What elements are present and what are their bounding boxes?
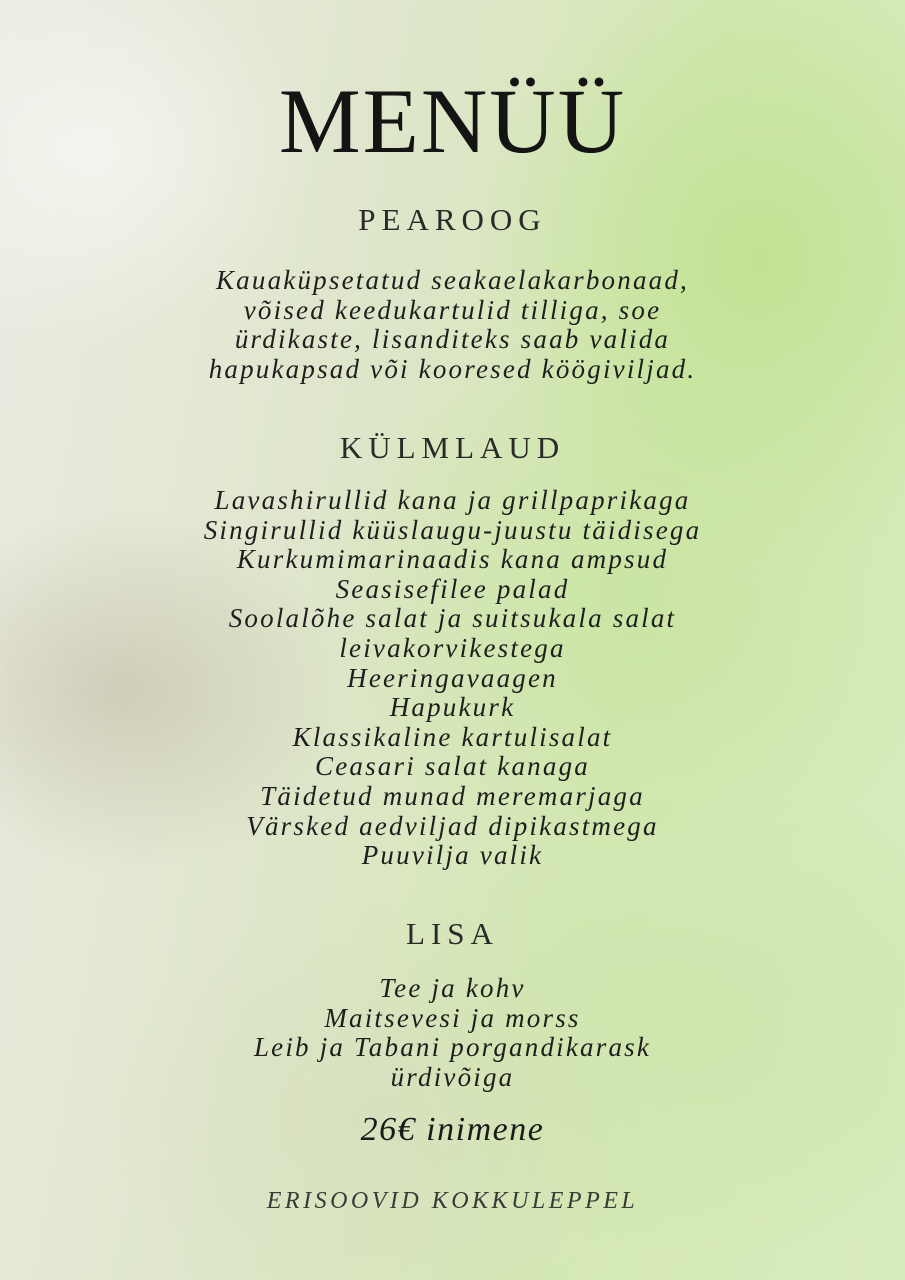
- cold-table-item: Seasisefilee palad: [335, 573, 570, 604]
- main-course-line: Kauaküpsetatud seakaelakarbonaad,: [215, 265, 690, 295]
- cold-table-item: Kurkumimarinaadis kana ampsud: [236, 544, 669, 575]
- cold-table-item: Heeringavaagen: [347, 662, 558, 693]
- menu-title: MENÜÜ: [278, 70, 627, 172]
- section-heading-cold-table: KÜLMLAUD: [339, 430, 566, 465]
- cold-table-item: Ceasari salat kanaga: [314, 751, 590, 782]
- cold-table-item: Hapukurk: [389, 692, 516, 723]
- main-course-description: [0, 266, 905, 384]
- cold-table-item: Lavashirullid kana ja grillpaprikaga: [214, 485, 691, 515]
- main-course-line: hapukapsad või kooresed köögiviljad.: [208, 353, 697, 384]
- section-heading-main-course: PEAROOG: [358, 202, 547, 237]
- extras-list: [0, 974, 905, 1092]
- extras-item: Maitsevesi ja morss: [324, 1002, 581, 1033]
- extras-item: Tee ja kohv: [379, 973, 526, 1003]
- cold-table-item: Soolalõhe salat ja suitsukala salat: [228, 603, 677, 634]
- special-requests-note: ERISOOVID KOKKULEPPEL: [266, 1188, 639, 1214]
- section-heading-extras: LISA: [406, 916, 499, 951]
- main-course-line: võised keedukartulid tilliga, soe: [243, 294, 662, 325]
- extras-item: ürdivõiga: [390, 1061, 515, 1092]
- cold-table-item: Puuvilja valik: [361, 840, 544, 871]
- cold-table-item: Värsked aedviljad dipikastmega: [246, 810, 659, 841]
- cold-table-item: Singirullid küüslaugu-juustu täidisega: [203, 514, 702, 545]
- cold-table-item: Klassikaline kartulisalat: [292, 721, 613, 752]
- cold-table-item: leivakorvikestega: [339, 632, 566, 663]
- price-per-person: 26€ inimene: [360, 1111, 545, 1148]
- extras-item: Leib ja Tabani porgandikarask: [253, 1032, 652, 1063]
- main-course-line: ürdikaste, lisanditeks saab valida: [234, 324, 671, 355]
- cold-table-item: Täidetud munad meremarjaga: [260, 780, 645, 811]
- cold-table-list: [0, 486, 905, 871]
